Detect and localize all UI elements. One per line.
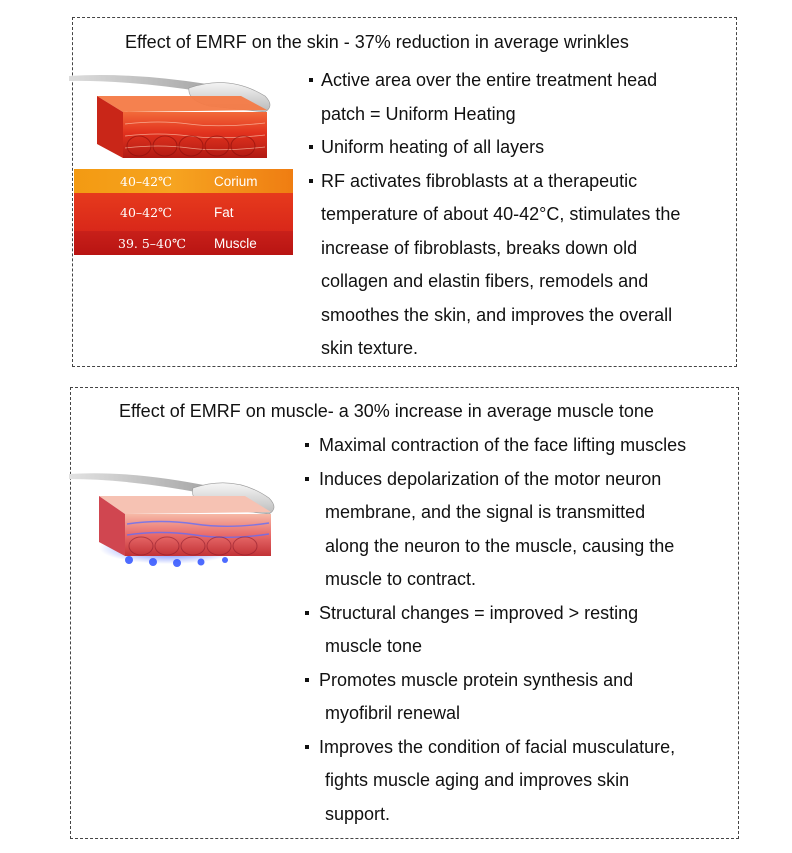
list-item: Structural changes = improved > resting muscle tone [302,597,738,664]
temp-value: 40–42℃ [120,173,173,189]
skin-tissue-heating-illustration [69,66,297,166]
temperature-table [74,169,293,255]
muscle-effect-panel [70,387,739,839]
list-item: Promotes muscle protein synthesis and myofibril renewal [302,664,738,731]
layer-name: Corium [214,173,258,189]
list-item: Maximal contraction of the face lifting muscles [302,429,738,463]
tissue-top [97,96,267,112]
muscle-stimulation-illustration [69,464,299,574]
skin-panel-title: Effect of EMRF on the skin - 37% reduction in average wrinkles [125,32,629,52]
list-item: Improves the condition of facial musculature, fights muscle aging and improves skin support. [302,731,738,832]
temp-row-corium [74,169,293,193]
temp-value: 40–42℃ [120,204,173,220]
layer-name: Fat [214,204,234,220]
layer-name: Muscle [214,235,257,251]
list-item: Active area over the entire treatment head patch = Uniform Heating [306,64,736,131]
probe-handle [69,473,209,494]
muscle-bullet-list [302,429,738,831]
temp-row-muscle [74,231,293,255]
list-item: RF activates fibroblasts at a therapeutic temperature of about 40-42°C, stimulates the increase of fibroblasts, breaks down old collagen and elastin fibers, remodels and smoothes the skin, and improves the overall skin texture. [306,165,736,366]
probe-handle [69,75,207,92]
tissue-top [99,496,271,514]
tissue-front [123,112,267,158]
skin-bullet-list [306,64,736,366]
muscle-panel-title: Effect of EMRF on muscle- a 30% increase in average muscle tone [119,401,654,421]
list-item: Induces depolarization of the motor neuron membrane, and the signal is transmitted along the neuron to the muscle, causing the muscle to contract. [302,463,738,597]
list-item: Uniform heating of all layers [306,131,736,165]
temp-row-fat [74,193,293,231]
skin-effect-panel [72,17,737,367]
temp-value: 39. 5–40℃ [118,235,186,251]
